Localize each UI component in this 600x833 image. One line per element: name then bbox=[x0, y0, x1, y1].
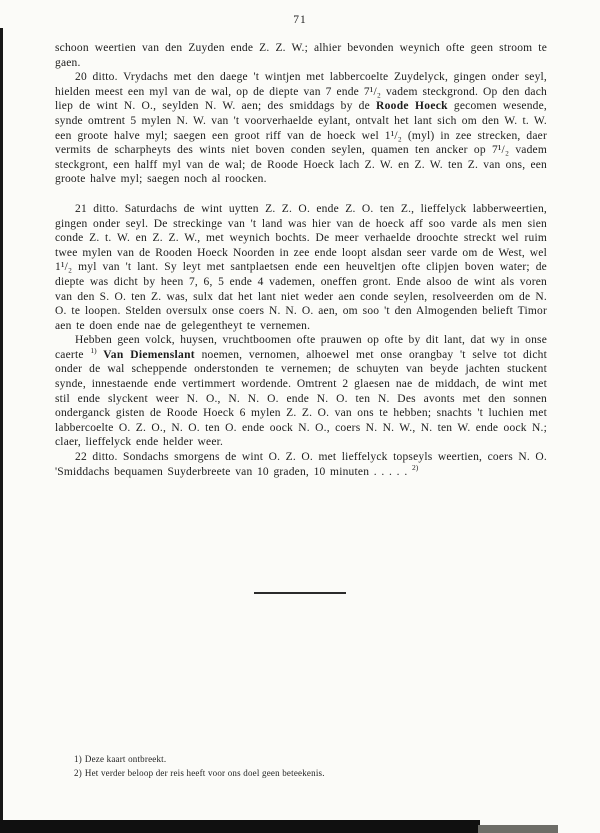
text-segment: noemen, vernomen, alhoewel met onse orangbay 't selve tot dicht onder de wal scheppende onderstonden te vernemen; de schuyten van beyde jachten stuckent synde, innestaende ende vertimmert wordende. Omtrent 2 glaesen nae de middach, de wint met stil ende slyckent weer N. O., N. N. O. ende N. O. ten N. Des avonts met den sonnen onderganck gisten de Roode Hoeck 6 mylen Z. Z. O. van ons te hebben; snachts 't luchien met labbercoelte O. Z. O., N. O. ten O. ende oock N. O., coers N. N. W., N. ten W. ende oock N.; claer, lieffelyck ende helder weer. bbox=[55, 348, 548, 449]
footnote-reference-2: 2) bbox=[411, 462, 419, 472]
footnote-1 bbox=[74, 753, 534, 767]
paragraph-entry-20-ditto bbox=[55, 70, 547, 187]
page-number: 71 bbox=[293, 14, 307, 26]
footnotes-block bbox=[74, 753, 534, 780]
footnote-2-marker: 2) bbox=[74, 767, 82, 778]
paragraph-entry-21-ditto bbox=[55, 202, 547, 333]
text-segment: gecomen wesende, synde omtrent 5 mylen N. W. van 't voorverhaelde eylant, ontvalt het lant sich om den W. t. W. een groote halve myl; saegen een groot riff van de hoeck wel 1¹/₂ (myl) in zee strecken, daer vermits de scharpheyts des wints niet boven conden seylen, quamen ten ancker op 7¹/₂ vadem steckgront, een halff myl van de wal; de Roode Hoeck lach Z. W. en Z. W. ten Z. van ons, een groote halve myl; saegen noch al roocken. bbox=[55, 100, 547, 186]
paragraph-van-diemenslant bbox=[55, 333, 547, 450]
text-segment: 22 ditto. Sondachs smorgens de wint O. Z. O. met lieffelyck topseyls weertien, coers N. O. 'Smiddachs bequamen Suyderbreete van 10 graden, 10 minuten . . . . . bbox=[55, 451, 547, 478]
scan-artifact-bottom-edge-tail bbox=[478, 825, 558, 833]
footnote-1-marker: 1) bbox=[74, 754, 82, 764]
bold-roode-hoeck: Roode Hoeck bbox=[376, 100, 448, 113]
footnote-2-text: Het verder beloop der reis heeft voor ons doel geen beteekenis. bbox=[84, 767, 325, 778]
footnote-reference-1: 1) bbox=[90, 346, 97, 356]
scan-artifact-bottom-edge bbox=[0, 820, 480, 833]
text-segment: 21 ditto. Saturdachs de wint uytten Z. Z. O. ende Z. O. ten Z., lieffelyck labberweertien, gingen onder seyl. De streckinge van 't land was hier van de hoeck aff soo varde als men sien conde Z. t. W. en Z. Z. W., met weynich bochts. De meer verhaelde droochte streckt wel ruim twee mylen van de Rooden Hoeck Noorden in zee ende loopt alsdan seer varde om de West, wel 1¹/₂ myl van 't lant. Sy leyt met santplaetsen ende een heuveltjen ofte clipjen boven water; de diepte was dicht by heen 7, 6, 5 ende 4 vademen, oneffen gront. Ende alsoo de wint als voren van den S. O. ten Z. was, sulx dat het lant niet weder aen conde seylen, resolveerden om de N. O. te loopen. Stelden oversulx onse coers N. N. O. aen, om soo 't den Almogenden belieft Timor aen te doen ende nae de gelegentheyt te vernemen. bbox=[55, 202, 547, 332]
body-text bbox=[55, 41, 547, 479]
text-segment: schoon weertien van den Zuyden ende Z. Z. W.; alhier bevonden weynich ofte geen stroom te gaen. bbox=[55, 42, 547, 69]
text-segment: 20 ditto. Vrydachs met den daege 't wintjen met labbercoelte Zuydelyck, gingen onder seyl, hielden meest een myl van de wal, op de diepte van 7 ende 7¹/₂ vadem steckgrond. Op den dach liep de wint N. O., seylden N. W. aen; des smiddags by de bbox=[55, 71, 547, 113]
scan-artifact-left-edge bbox=[0, 28, 3, 823]
paragraph-entry-22-ditto bbox=[55, 450, 547, 479]
section-divider-rule bbox=[254, 592, 346, 594]
footnote-2 bbox=[74, 767, 534, 781]
bold-van-diemenslant: Van Diemenslant bbox=[103, 348, 195, 361]
paragraph-continuation bbox=[55, 41, 547, 70]
footnote-1-text: Deze kaart ontbreekt. bbox=[84, 754, 167, 764]
text-segment: Hebben geen volck, huysen, vruchtboomen ofte prauwen op ofte by dit lant, dat wy in onse caerte bbox=[55, 334, 547, 361]
